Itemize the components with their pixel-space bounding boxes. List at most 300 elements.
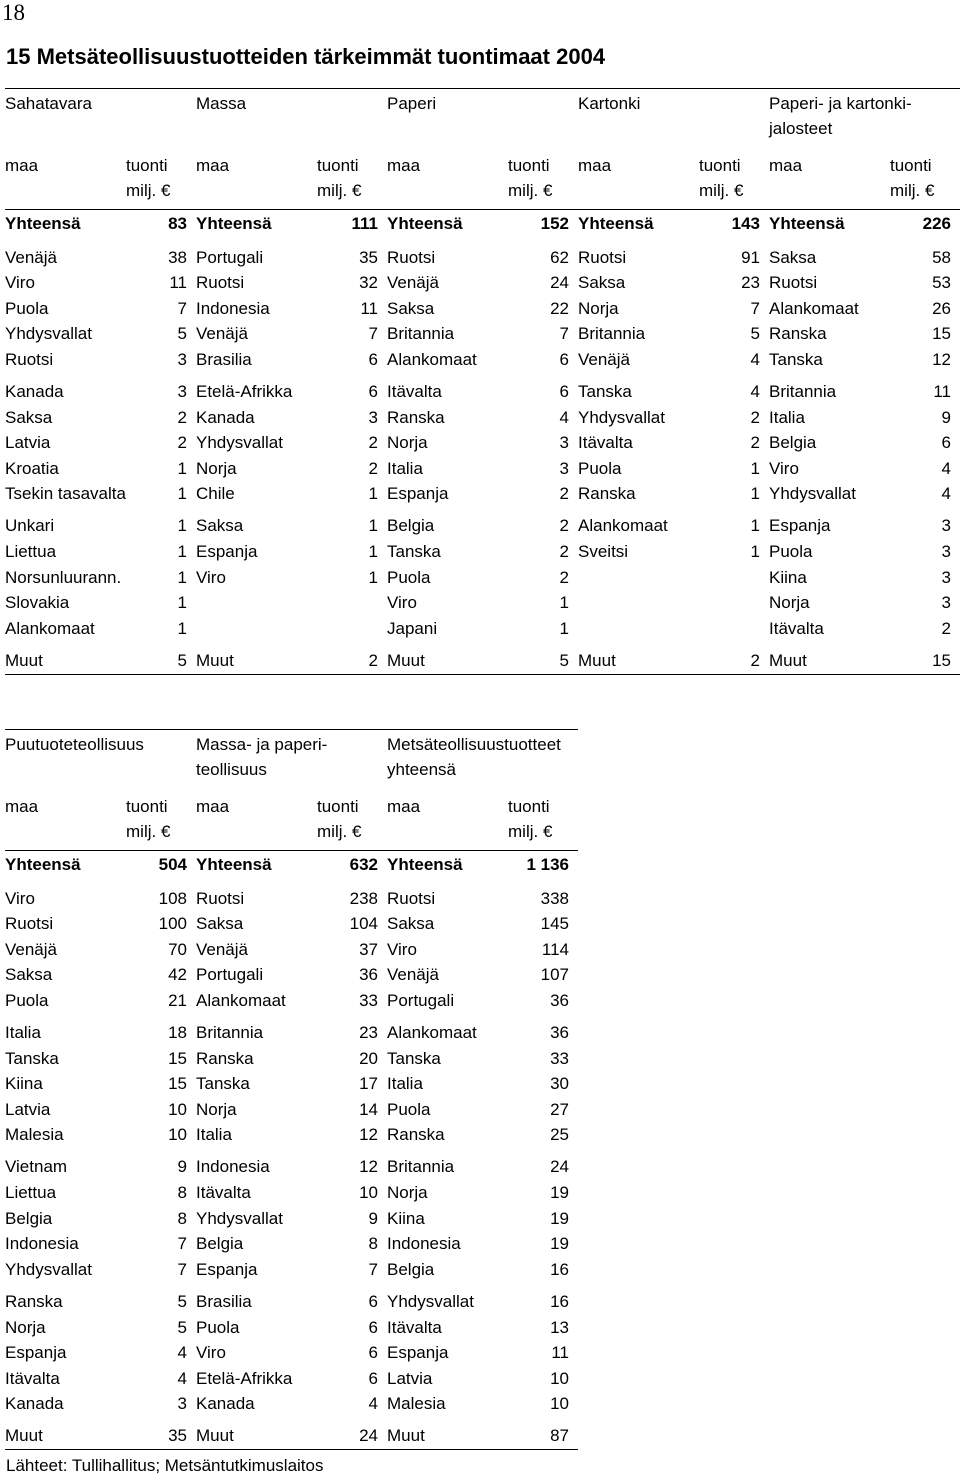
country-name: Vietnam <box>5 1157 68 1177</box>
table-cell <box>196 962 387 988</box>
country-name: Norsunluurann. <box>5 567 122 587</box>
import-value: 3 <box>177 1394 187 1414</box>
table-row <box>5 886 578 912</box>
country-name: Tanska <box>5 1048 59 1068</box>
country-name: Indonesia <box>5 1234 79 1254</box>
import-value: 12 <box>932 349 951 369</box>
table-cell <box>387 1206 578 1232</box>
total-row <box>5 851 578 879</box>
country-name: Espanja <box>387 484 449 504</box>
table-row <box>5 430 960 456</box>
table-cell <box>5 270 196 296</box>
import-value: 16 <box>550 1259 569 1279</box>
source-note: Lähteet: Tullihallitus; Metsäntutkimuslaitos <box>6 1456 324 1475</box>
table-cell <box>5 1154 196 1180</box>
table-row <box>5 245 960 271</box>
import-value: 36 <box>359 965 378 985</box>
country-name: Kanada <box>196 407 255 427</box>
column-header <box>769 153 960 209</box>
import-value: 22 <box>550 298 569 318</box>
import-value: 11 <box>933 381 951 401</box>
table-cell <box>769 513 960 539</box>
table-cell <box>387 648 578 674</box>
column-header <box>196 153 387 209</box>
table-row <box>5 379 960 405</box>
country-name: Britannia <box>196 1022 264 1042</box>
import-value: 8 <box>177 1208 187 1228</box>
country-name: Indonesia <box>387 1234 461 1254</box>
import-value: 12 <box>359 1125 378 1145</box>
table-cell <box>196 1071 387 1097</box>
import-value: 114 <box>541 939 569 959</box>
country-name: Indonesia <box>196 1157 270 1177</box>
import-value: 33 <box>359 990 378 1010</box>
import-value: 1 <box>177 618 187 638</box>
import-value: 36 <box>550 990 569 1010</box>
country-name: Yhdysvallat <box>196 1208 283 1228</box>
value-column-label <box>317 794 387 850</box>
country-name: Malesia <box>387 1394 446 1414</box>
country-name: Yhdysvallat <box>387 1291 474 1311</box>
country-name: Viro <box>5 888 35 908</box>
country-name: Belgia <box>769 433 817 453</box>
table-row <box>5 1046 578 1072</box>
country-name: Etelä-Afrikka <box>196 381 293 401</box>
table-cell <box>387 481 578 507</box>
table-cell <box>387 886 578 912</box>
country-name: Ruotsi <box>5 914 54 934</box>
country-name <box>578 590 716 616</box>
import-value <box>716 616 760 642</box>
country-name: Belgia <box>5 1208 53 1228</box>
country-name: Viro <box>387 593 417 613</box>
table-cell <box>196 988 387 1014</box>
import-value: 9 <box>368 1208 378 1228</box>
country-column-label: maa <box>578 156 612 175</box>
table-cell <box>196 911 387 937</box>
table-cell <box>578 590 769 616</box>
import-value: 5 <box>177 1317 187 1337</box>
value-label-line1: tuonti <box>699 156 741 175</box>
country-name: Muut <box>769 650 807 670</box>
import-value: 15 <box>932 324 951 344</box>
total-label: Yhteensä <box>196 855 272 874</box>
import-value: 3 <box>559 458 569 478</box>
import-table-by-product <box>5 88 960 675</box>
country-name: Muut <box>387 1426 425 1446</box>
import-value: 10 <box>359 1183 378 1203</box>
country-name: Muut <box>196 650 234 670</box>
table-cell <box>387 430 578 456</box>
total-value: 83 <box>168 214 187 233</box>
import-value: 5 <box>559 650 569 670</box>
table-cell <box>769 590 960 616</box>
group-header <box>769 89 960 153</box>
group-header <box>196 89 387 153</box>
table-cell <box>387 1423 578 1449</box>
import-value: 2 <box>750 650 760 670</box>
import-value: 4 <box>559 407 569 427</box>
country-name: Ranska <box>769 324 827 344</box>
column-header <box>387 153 578 209</box>
table-cell <box>769 539 960 565</box>
table-cell <box>387 347 578 373</box>
import-value: 1 <box>177 542 187 562</box>
value-label-line2: milj. € <box>890 181 935 200</box>
country-name: Saksa <box>5 407 53 427</box>
country-name: Slovakia <box>5 593 70 613</box>
table-cell <box>196 1340 387 1366</box>
country-name: Indonesia <box>196 298 270 318</box>
group-header <box>578 89 769 153</box>
total-value: 152 <box>540 214 569 233</box>
country-name: Ruotsi <box>387 888 436 908</box>
value-label-line2: milj. € <box>126 181 171 200</box>
table-cell <box>5 1391 196 1417</box>
table-cell <box>5 1366 196 1392</box>
import-value: 5 <box>177 1291 187 1311</box>
table-cell <box>387 1097 578 1123</box>
country-name: Viro <box>196 1343 226 1363</box>
table-cell <box>769 321 960 347</box>
country-name: Muut <box>387 650 425 670</box>
table-cell <box>578 430 769 456</box>
table-cell <box>578 296 769 322</box>
value-label-line1: tuonti <box>890 156 932 175</box>
table-cell <box>5 347 196 373</box>
table-row <box>5 481 960 507</box>
group-header-line1: Sahatavara <box>5 94 92 113</box>
import-value: 3 <box>177 349 187 369</box>
country-name: Britannia <box>578 324 646 344</box>
table-cell <box>5 1180 196 1206</box>
import-value: 16 <box>550 1291 569 1311</box>
table-cell <box>196 513 387 539</box>
table-cell <box>578 481 769 507</box>
table-cell <box>5 1289 196 1315</box>
table-cell <box>387 379 578 405</box>
import-value: 32 <box>359 273 378 293</box>
table-cell <box>5 1071 196 1097</box>
table-cell <box>387 1122 578 1148</box>
table-cell <box>387 405 578 431</box>
import-value: 2 <box>559 484 569 504</box>
import-value: 104 <box>349 914 378 934</box>
table-cell <box>196 539 387 565</box>
import-value: 11 <box>169 273 187 293</box>
country-name: Ranska <box>387 1125 445 1145</box>
import-value: 24 <box>359 1426 378 1446</box>
table-cell <box>578 539 769 565</box>
table-cell <box>196 1097 387 1123</box>
table-row <box>5 1315 578 1341</box>
import-value: 2 <box>559 542 569 562</box>
country-name: Venäjä <box>387 273 439 293</box>
import-value: 6 <box>368 381 378 401</box>
country-name: Saksa <box>196 516 244 536</box>
table-cell <box>387 513 578 539</box>
import-table-by-industry <box>5 729 578 1450</box>
import-value: 6 <box>559 381 569 401</box>
table-cell <box>769 481 960 507</box>
import-value: 3 <box>368 407 378 427</box>
table-cell <box>769 379 960 405</box>
country-name: Espanja <box>5 1343 67 1363</box>
import-value: 1 <box>177 593 187 613</box>
import-value: 3 <box>941 593 951 613</box>
group-header-line1: Puutuoteteollisuus <box>5 735 144 754</box>
table-row <box>5 565 960 591</box>
import-value: 7 <box>177 1234 187 1254</box>
import-value: 4 <box>368 1394 378 1414</box>
country-name: Tanska <box>387 542 441 562</box>
table-cell <box>769 565 960 591</box>
country-name: Espanja <box>196 542 258 562</box>
country-name: Portugali <box>196 247 264 267</box>
country-name: Sveitsi <box>578 542 629 562</box>
country-name: Malesia <box>5 1125 64 1145</box>
total-cell <box>387 851 578 879</box>
table-cell <box>578 245 769 271</box>
country-name: Viro <box>196 567 226 587</box>
table-row <box>5 1289 578 1315</box>
import-value: 42 <box>168 965 187 985</box>
table-row <box>5 1366 578 1392</box>
country-name: Norja <box>196 458 237 478</box>
country-name: Espanja <box>196 1259 258 1279</box>
import-value: 1 <box>750 458 760 478</box>
import-value: 21 <box>168 990 187 1010</box>
country-name: Italia <box>387 458 423 478</box>
page-title: 15 Metsäteollisuustuotteiden tärkeimmät tuontimaat 2004 <box>6 44 606 69</box>
table-bottom-rule <box>5 1449 578 1450</box>
table-cell <box>5 456 196 482</box>
table-cell <box>5 937 196 963</box>
country-name: Ruotsi <box>387 247 436 267</box>
table-cell <box>387 245 578 271</box>
country-name: Muut <box>5 650 43 670</box>
table-row <box>5 1340 578 1366</box>
import-value: 10 <box>550 1394 569 1414</box>
total-label: Yhteensä <box>196 214 272 233</box>
import-value: 12 <box>359 1157 378 1177</box>
table-cell <box>387 1071 578 1097</box>
country-name: Puola <box>5 298 49 318</box>
import-value: 7 <box>368 1259 378 1279</box>
group-header-line1: Massa- ja paperi- <box>196 735 328 754</box>
country-name: Alankomaat <box>387 349 477 369</box>
country-name: Saksa <box>387 914 435 934</box>
table-cell <box>387 1289 578 1315</box>
table-cell <box>387 937 578 963</box>
group-header <box>387 89 578 153</box>
table-row <box>5 590 960 616</box>
import-value: 53 <box>932 273 951 293</box>
country-name <box>578 565 716 591</box>
table-cell <box>196 321 387 347</box>
country-name: Espanja <box>387 1343 449 1363</box>
table-cell <box>769 296 960 322</box>
table-cell <box>196 379 387 405</box>
column-header <box>387 794 578 850</box>
table-cell <box>196 1289 387 1315</box>
total-value: 226 <box>922 214 951 233</box>
table-row <box>5 937 578 963</box>
table-cell <box>5 539 196 565</box>
import-value: 2 <box>559 516 569 536</box>
import-value: 2 <box>177 407 187 427</box>
table-cell <box>196 456 387 482</box>
table-row <box>5 405 960 431</box>
import-value: 145 <box>540 914 569 934</box>
import-value: 2 <box>368 433 378 453</box>
country-name: Ranska <box>387 407 445 427</box>
import-value: 10 <box>168 1125 187 1145</box>
import-value: 24 <box>550 273 569 293</box>
country-name: Norja <box>387 1183 428 1203</box>
import-value: 7 <box>177 298 187 318</box>
table-cell <box>5 988 196 1014</box>
table-cell <box>769 347 960 373</box>
column-header <box>5 794 196 850</box>
country-name: Alankomaat <box>387 1022 477 1042</box>
import-value: 35 <box>359 247 378 267</box>
country-name <box>196 590 334 616</box>
table-cell <box>387 1231 578 1257</box>
table-cell <box>196 1315 387 1341</box>
country-column-label: maa <box>387 156 421 175</box>
country-name: Puola <box>196 1317 240 1337</box>
import-value: 62 <box>550 247 569 267</box>
import-value: 9 <box>941 407 951 427</box>
table-cell <box>387 590 578 616</box>
table-cell <box>5 1231 196 1257</box>
country-name: Brasilia <box>196 1291 252 1311</box>
group-header-line1: Kartonki <box>578 94 641 113</box>
import-value: 4 <box>941 458 951 478</box>
table-row <box>5 456 960 482</box>
value-label-line2: milj. € <box>317 822 362 841</box>
country-name: Italia <box>5 1022 41 1042</box>
table-cell <box>5 430 196 456</box>
value-label-line2: milj. € <box>126 822 171 841</box>
country-name: Puola <box>578 458 622 478</box>
table-cell <box>5 648 196 674</box>
table-cell <box>387 911 578 937</box>
total-cell <box>196 210 387 238</box>
table-cell <box>5 1340 196 1366</box>
value-column-label <box>890 153 960 209</box>
table-cell <box>387 1046 578 1072</box>
import-value: 8 <box>368 1234 378 1254</box>
value-label-line1: tuonti <box>317 156 359 175</box>
import-value: 8 <box>177 1183 187 1203</box>
table-cell <box>196 405 387 431</box>
import-value: 4 <box>177 1368 187 1388</box>
country-name: Venäjä <box>196 939 248 959</box>
country-column-label: maa <box>5 156 39 175</box>
country-name: Alankomaat <box>5 618 95 638</box>
country-name: Norja <box>387 433 428 453</box>
import-value: 18 <box>168 1022 187 1042</box>
table-cell <box>387 988 578 1014</box>
value-label-line2: milj. € <box>508 181 553 200</box>
table-cell <box>769 270 960 296</box>
country-name: Kiina <box>5 1074 43 1094</box>
import-value: 27 <box>550 1099 569 1119</box>
table-cell <box>578 456 769 482</box>
value-column-label <box>508 794 578 850</box>
country-name: Ranska <box>5 1291 63 1311</box>
import-value: 30 <box>550 1074 569 1094</box>
table-cell <box>578 513 769 539</box>
table-cell <box>5 1046 196 1072</box>
country-name: Muut <box>5 1426 43 1446</box>
table-cell <box>196 1206 387 1232</box>
table-cell <box>196 616 387 642</box>
import-value: 3 <box>941 542 951 562</box>
total-row <box>5 210 960 238</box>
import-value: 14 <box>359 1099 378 1119</box>
country-name: Viro <box>5 273 35 293</box>
table-cell <box>196 1366 387 1392</box>
country-name: Yhdysvallat <box>5 1259 92 1279</box>
table-cell <box>196 1231 387 1257</box>
country-name: Norja <box>196 1099 237 1119</box>
group-header-line1: Metsäteollisuustuotteet <box>387 735 561 754</box>
country-name: Unkari <box>5 516 55 536</box>
country-name: Tanska <box>578 381 632 401</box>
country-name: Tsekin tasavalta <box>5 484 126 504</box>
table-cell <box>578 565 769 591</box>
country-name: Britannia <box>387 1157 455 1177</box>
country-name: Kroatia <box>5 458 59 478</box>
import-value: 15 <box>932 650 951 670</box>
table-cell <box>5 616 196 642</box>
column-header-row <box>5 153 960 209</box>
table-cell <box>578 379 769 405</box>
group-header-row <box>5 730 578 794</box>
country-name <box>578 616 716 642</box>
page-number: 18 <box>2 0 25 25</box>
import-value: 38 <box>168 247 187 267</box>
group-header-line1: Paperi- ja kartonki- <box>769 94 912 113</box>
country-name: Yhdysvallat <box>196 433 283 453</box>
table-cell <box>5 565 196 591</box>
total-label: Yhteensä <box>387 214 463 233</box>
import-value: 70 <box>168 939 187 959</box>
import-value: 10 <box>550 1368 569 1388</box>
table-cell <box>196 648 387 674</box>
table-cell <box>769 405 960 431</box>
country-name: Itävalta <box>387 381 442 401</box>
import-value: 15 <box>168 1048 187 1068</box>
table-row <box>5 1231 578 1257</box>
value-label-line2: milj. € <box>508 822 553 841</box>
table-row <box>5 1020 578 1046</box>
column-header <box>196 794 387 850</box>
import-value: 6 <box>368 1368 378 1388</box>
country-name: Portugali <box>196 965 264 985</box>
table-cell <box>5 1257 196 1283</box>
table-cell <box>196 1257 387 1283</box>
country-column-label: maa <box>5 797 39 816</box>
table-cell <box>387 962 578 988</box>
import-value: 6 <box>368 349 378 369</box>
country-name: Viro <box>769 458 799 478</box>
country-name: Ruotsi <box>196 273 245 293</box>
total-value: 504 <box>158 855 187 874</box>
